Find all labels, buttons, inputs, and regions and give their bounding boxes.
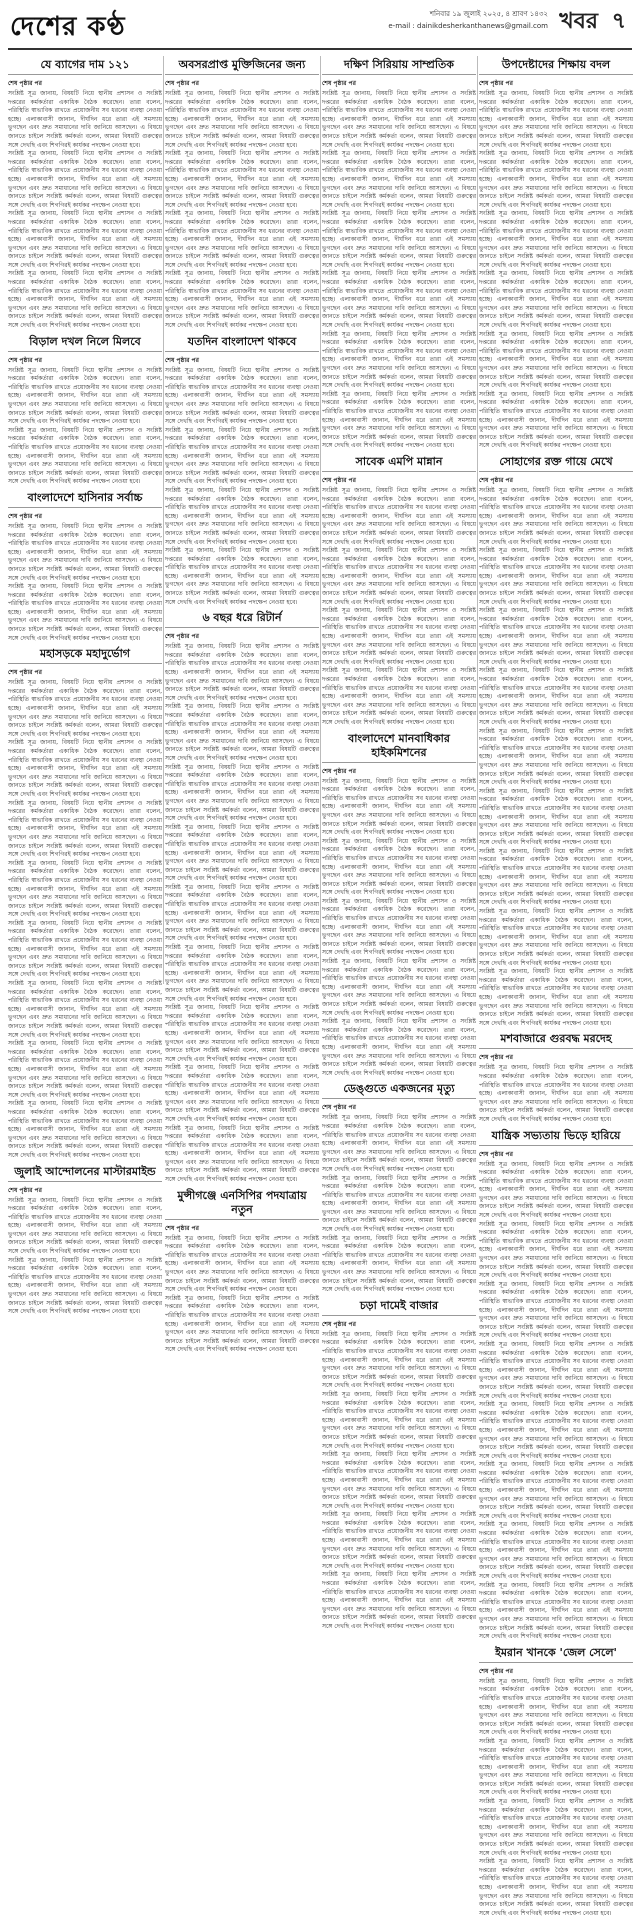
story-body: সংশ্লিষ্ট সূত্র জানায়, বিষয়টি নিয়ে স্থানীয় প্রশাসন ও সংশ্লিষ্ট দপ্তরের কর্মকর্তারা একাধিক বৈঠক করেছেন। তারা বলেন, পরিস্থিতি স্বাভাবিক রাখতে প্রয়োজনীয় সব ধরনের ব্যবস্থা নেওয়া হচ্ছে। এলাকাবাসী জানান, দীর্ঘদিন ধরে তারা এই সমস্যায় ভুগছেন এবং দ্রুত সমাধানের দাবি জানিয়ে আসছেন। এ বিষয়ে জানতে চাইলে সংশ্লিষ্ট কর্মকর্তা বলেন, আমরা বিষয়টি গুরুত্বের সঙ্গে দেখছি এবং শিগগিরই কার্যকর পদক্ষেপ নেওয়া হবে।	[165, 1064, 319, 1123]
story-headline: যে ব্যাগের দাম ১২১	[8, 58, 162, 75]
story-body: সংশ্লিষ্ট সূত্র জানায়, বিষয়টি নিয়ে স্থানীয় প্রশাসন ও সংশ্লিষ্ট দপ্তরের কর্মকর্তারা একাধিক বৈঠক করেছেন। তারা বলেন, পরিস্থিতি স্বাভাবিক রাখতে প্রয়োজনীয় সব ধরনের ব্যবস্থা নেওয়া হচ্ছে। এলাকাবাসী জানান, দীর্ঘদিন ধরে তারা এই সমস্যায় ভুগছেন এবং দ্রুত সমাধানের দাবি জানিয়ে আসছেন। এ বিষয়ে জানতে চাইলে সংশ্লিষ্ট কর্মকর্তা বলেন, আমরা বিষয়টি গুরুত্বের সঙ্গে দেখছি এবং শিগগিরই কার্যকর পদক্ষেপ নেওয়া হবে।	[479, 667, 633, 726]
story-body: সংশ্লিষ্ট সূত্র জানায়, বিষয়টি নিয়ে স্থানীয় প্রশাসন ও সংশ্লিষ্ট দপ্তরের কর্মকর্তারা একাধিক বৈঠক করেছেন। তারা বলেন, পরিস্থিতি স্বাভাবিক রাখতে প্রয়োজনীয় সব ধরনের ব্যবস্থা নেওয়া হচ্ছে। এলাকাবাসী জানান, দীর্ঘদিন ধরে তারা এই সমস্যায় ভুগছেন এবং দ্রুত সমাধানের দাবি জানিয়ে আসছেন। এ বিষয়ে জানতে চাইলে সংশ্লিষ্ট কর্মকর্তা বলেন, আমরা বিষয়টি গুরুত্বের সঙ্গে দেখছি এবং শিগগিরই কার্যকর পদক্ষেপ নেওয়া হবে।	[322, 777, 476, 837]
story-body: সংশ্লিষ্ট সূত্র জানায়, বিষয়টি নিয়ে স্থানীয় প্রশাসন ও সংশ্লিষ্ট দপ্তরের কর্মকর্তারা একাধিক বৈঠক করেছেন। তারা বলেন, পরিস্থিতি স্বাভাবিক রাখতে প্রয়োজনীয় সব ধরনের ব্যবস্থা নেওয়া হচ্ছে। এলাকাবাসী জানান, দীর্ঘদিন ধরে তারা এই সমস্যায় ভুগছেন এবং দ্রুত সমাধানের দাবি জানিয়ে আসছেন। এ বিষয়ে জানতে চাইলে সংশ্লিষ্ট কর্মকর্তা বলেন, আমরা বিষয়টি গুরুত্বের সঙ্গে দেখছি এবং শিগগিরই কার্যকর পদক্ষেপ নেওয়া হবে।	[322, 1234, 476, 1294]
story-body: সংশ্লিষ্ট সূত্র জানায়, বিষয়টি নিয়ে স্থানীয় প্রশাসন ও সংশ্লিষ্ট দপ্তরের কর্মকর্তারা একাধিক বৈঠক করেছেন। তারা বলেন, পরিস্থিতি স্বাভাবিক রাখতে প্রয়োজনীয় সব ধরনের ব্যবস্থা নেওয়া হচ্ছে। এলাকাবাসী জানান, দীর্ঘদিন ধরে তারা এই সমস্যায় ভুগছেন এবং দ্রুত সমাধানের দাবি জানিয়ে আসছেন। এ বিষয়ে জানতে চাইলে সংশ্লিষ্ট কর্মকর্তা বলেন, আমরা বিষয়টি গুরুত্বের সঙ্গে দেখছি এবং শিগগিরই কার্যকর পদক্ষেপ নেওয়া হবে।	[8, 366, 162, 426]
news-story	[8, 335, 162, 487]
story-body: সংশ্লিষ্ট সূত্র জানায়, বিষয়টি নিয়ে স্থানীয় প্রশাসন ও সংশ্লিষ্ট দপ্তরের কর্মকর্তারা একাধিক বৈঠক করেছেন। তারা বলেন, পরিস্থিতি স্বাভাবিক রাখতে প্রয়োজনীয় সব ধরনের ব্যবস্থা নেওয়া হচ্ছে। এলাকাবাসী জানান, দীর্ঘদিন ধরে তারা এই সমস্যায় ভুগছেন এবং দ্রুত সমাধানের দাবি জানিয়ে আসছেন। এ বিষয়ে জানতে চাইলে সংশ্লিষ্ট কর্মকর্তা বলেন, আমরা বিষয়টি গুরুত্বের সঙ্গে দেখছি এবং শিগগিরই কার্যকর পদক্ষেপ নেওয়া হবে।	[479, 1160, 633, 1220]
news-story	[479, 1646, 633, 1918]
continued-note: শেষ পৃষ্ঠার পর	[8, 1186, 42, 1194]
story-headline: সোহাগের রক্ত গায়ে মেখে	[479, 455, 633, 472]
story-body: সংশ্লিষ্ট সূত্র জানায়, বিষয়টি নিয়ে স্থানীয় প্রশাসন ও সংশ্লিষ্ট দপ্তরের কর্মকর্তারা একাধিক বৈঠক করেছেন। তারা বলেন, পরিস্থিতি স্বাভাবিক রাখতে প্রয়োজনীয় সব ধরনের ব্যবস্থা নেওয়া হচ্ছে। এলাকাবাসী জানান, দীর্ঘদিন ধরে তারা এই সমস্যায় ভুগছেন এবং দ্রুত সমাধানের দাবি জানিয়ে আসছেন। এ বিষয়ে জানতে চাইলে সংশ্লিষ্ট কর্মকর্তা বলেন, আমরা বিষয়টি গুরুত্বের সঙ্গে দেখছি এবং শিগগিরই কার্যকর পদক্ষেপ নেওয়া হবে।	[479, 1401, 633, 1460]
story-body: সংশ্লিষ্ট সূত্র জানায়, বিষয়টি নিয়ে স্থানীয় প্রশাসন ও সংশ্লিষ্ট দপ্তরের কর্মকর্তারা একাধিক বৈঠক করেছেন। তারা বলেন, পরিস্থিতি স্বাভাবিক রাখতে প্রয়োজনীয় সব ধরনের ব্যবস্থা নেওয়া হচ্ছে। এলাকাবাসী জানান, দীর্ঘদিন ধরে তারা এই সমস্যায় ভুগছেন এবং দ্রুত সমাধানের দাবি জানিয়ে আসছেন। এ বিষয়ে জানতে চাইলে সংশ্লিষ্ট কর্মকর্তা বলেন, আমরা বিষয়টি গুরুত্বের সঙ্গে দেখছি এবং শিগগিরই কার্যকর পদক্ষেপ নেওয়া হবে।	[165, 210, 319, 269]
story-body: সংশ্লিষ্ট সূত্র জানায়, বিষয়টি নিয়ে স্থানীয় প্রশাসন ও সংশ্লিষ্ট দপ্তরের কর্মকর্তারা একাধিক বৈঠক করেছেন। তারা বলেন, পরিস্থিতি স্বাভাবিক রাখতে প্রয়োজনীয় সব ধরনের ব্যবস্থা নেওয়া হচ্ছে। এলাকাবাসী জানান, দীর্ঘদিন ধরে তারা এই সমস্যায় ভুগছেন এবং দ্রুত সমাধানের দাবি জানিয়ে আসছেন। এ বিষয়ে জানতে চাইলে সংশ্লিষ্ট কর্মকর্তা বলেন, আমরা বিষয়টি গুরুত্বের সঙ্গে দেখছি এবং শিগগিরই কার্যকর পদক্ষেপ নেওয়া হবে।	[479, 90, 633, 149]
story-body: সংশ্লিষ্ট সূত্র জানায়, বিষয়টি নিয়ে স্থানীয় প্রশাসন ও সংশ্লিষ্ট দপ্তরের কর্মকর্তারা একাধিক বৈঠক করেছেন। তারা বলেন, পরিস্থিতি স্বাভাবিক রাখতে প্রয়োজনীয় সব ধরনের ব্যবস্থা নেওয়া হচ্ছে। এলাকাবাসী জানান, দীর্ঘদিন ধরে তারা এই সমস্যায় ভুগছেন এবং দ্রুত সমাধানের দাবি জানিয়ে আসছেন। এ বিষয়ে জানতে চাইলে সংশ্লিষ্ট কর্মকর্তা বলেন, আমরা বিষয়টি গুরুত্বের সঙ্গে দেখছি এবং শিগগিরই কার্যকর পদক্ষেপ নেওয়া হবে।	[479, 1798, 633, 1857]
story-headline: উপদেষ্টাদের শিক্ষায় বদল	[479, 58, 633, 75]
story-body: সংশ্লিষ্ট সূত্র জানায়, বিষয়টি নিয়ে স্থানীয় প্রশাসন ও সংশ্লিষ্ট দপ্তরের কর্মকর্তারা একাধিক বৈঠক করেছেন। তারা বলেন, পরিস্থিতি স্বাভাবিক রাখতে প্রয়োজনীয় সব ধরনের ব্যবস্থা নেওয়া হচ্ছে। এলাকাবাসী জানান, দীর্ঘদিন ধরে তারা এই সমস্যায় ভুগছেন এবং দ্রুত সমাধানের দাবি জানিয়ে আসছেন। এ বিষয়ে জানতে চাইলে সংশ্লিষ্ট কর্মকর্তা বলেন, আমরা বিষয়টি গুরুত্বের সঙ্গে দেখছি এবং শিগগিরই কার্যকর পদক্ষেপ নেওয়া হবে।	[322, 1018, 476, 1077]
story-body: সংশ্লিষ্ট সূত্র জানায়, বিষয়টি নিয়ে স্থানীয় প্রশাসন ও সংশ্লিষ্ট দপ্তরের কর্মকর্তারা একাধিক বৈঠক করেছেন। তারা বলেন, পরিস্থিতি স্বাভাবিক রাখতে প্রয়োজনীয় সব ধরনের ব্যবস্থা নেওয়া হচ্ছে। এলাকাবাসী জানান, দীর্ঘদিন ধরে তারা এই সমস্যায় ভুগছেন এবং দ্রুত সমাধানের দাবি জানিয়ে আসছেন। এ বিষয়ে জানতে চাইলে সংশ্লিষ্ট কর্মকর্তা বলেন, আমরা বিষয়টি গুরুত্বের সঙ্গে দেখছি এবং শিগগিরই কার্যকর পদক্ষেপ নেওয়া হবে।	[165, 643, 319, 702]
story-headline: বাংলাদেশে হাসিনার সর্বাচ্চ	[8, 491, 162, 508]
story-body: সংশ্লিষ্ট সূত্র জানায়, বিষয়টি নিয়ে স্থানীয় প্রশাসন ও সংশ্লিষ্ট দপ্তরের কর্মকর্তারা একাধিক বৈঠক করেছেন। তারা বলেন, পরিস্থিতি স্বাভাবিক রাখতে প্রয়োজনীয় সব ধরনের ব্যবস্থা নেওয়া হচ্ছে। এলাকাবাসী জানান, দীর্ঘদিন ধরে তারা এই সমস্যায় ভুগছেন এবং দ্রুত সমাধানের দাবি জানিয়ে আসছেন। এ বিষয়ে জানতে চাইলে সংশ্লিষ্ট কর্মকর্তা বলেন, আমরা বিষয়টি গুরুত্বের সঙ্গে দেখছি এবং শিগগিরই কার্যকর পদক্ষেপ নেওয়া হবে।	[8, 90, 162, 149]
continued-note: শেষ পৃষ্ঠার পর	[8, 669, 42, 677]
column-1	[8, 56, 162, 1316]
story-body: সংশ্লিষ্ট সূত্র জানায়, বিষয়টি নিয়ে স্থানীয় প্রশাসন ও সংশ্লিষ্ট দপ্তরের কর্মকর্তারা একাধিক বৈঠক করেছেন। তারা বলেন, পরিস্থিতি স্বাভাবিক রাখতে প্রয়োজনীয় সব ধরনের ব্যবস্থা নেওয়া হচ্ছে। এলাকাবাসী জানান, দীর্ঘদিন ধরে তারা এই সমস্যায় ভুগছেন এবং দ্রুত সমাধানের দাবি জানিয়ে আসছেন। এ বিষয়ে জানতে চাইলে সংশ্লিষ্ট কর্মকর্তা বলেন, আমরা বিষয়টি গুরুত্বের সঙ্গে দেখছি এবং শিগগিরই কার্যকর পদক্ষেপ নেওয়া হবে।	[322, 547, 476, 606]
story-body: সংশ্লিষ্ট সূত্র জানায়, বিষয়টি নিয়ে স্থানীয় প্রশাসন ও সংশ্লিষ্ট দপ্তরের কর্মকর্তারা একাধিক বৈঠক করেছেন। তারা বলেন, পরিস্থিতি স্বাভাবিক রাখতে প্রয়োজনীয় সব ধরনের ব্যবস্থা নেওয়া হচ্ছে। এলাকাবাসী জানান, দীর্ঘদিন ধরে তারা এই সমস্যায় ভুগছেন এবং দ্রুত সমাধানের দাবি জানিয়ে আসছেন। এ বিষয়ে জানতে চাইলে সংশ্লিষ্ট কর্মকর্তা বলেন, আমরা বিষয়টি গুরুত্বের সঙ্গে দেখছি এবং শিগগিরই কার্যকর পদক্ষেপ নেওয়া হবে।	[479, 1064, 633, 1123]
continued-note: শেষ পৃষ্ঠার পর	[165, 633, 199, 641]
header-rule	[8, 48, 632, 50]
story-body: সংশ্লিষ্ট সূত্র জানায়, বিষয়টি নিয়ে স্থানীয় প্রশাসন ও সংশ্লিষ্ট দপ্তরের কর্মকর্তারা একাধিক বৈঠক করেছেন। তারা বলেন, পরিস্থিতি স্বাভাবিক রাখতে প্রয়োজনীয় সব ধরনের ব্যবস্থা নেওয়া হচ্ছে। এলাকাবাসী জানান, দীর্ঘদিন ধরে তারা এই সমস্যায় ভুগছেন এবং দ্রুত সমাধানের দাবি জানিয়ে আসছেন। এ বিষয়ে জানতে চাইলে সংশ্লিষ্ট কর্মকর্তা বলেন, আমরা বিষয়টি গুরুত্বের সঙ্গে দেখছি এবং শিগগিরই কার্যকর পদক্ষেপ নেওয়া হবে।	[322, 1390, 476, 1450]
newspaper-logo: দেশের কণ্ঠ	[10, 12, 126, 42]
story-body: সংশ্লিষ্ট সূত্র জানায়, বিষয়টি নিয়ে স্থানীয় প্রশাসন ও সংশ্লিষ্ট দপ্তরের কর্মকর্তারা একাধিক বৈঠক করেছেন। তারা বলেন, পরিস্থিতি স্বাভাবিক রাখতে প্রয়োজনীয় সব ধরনের ব্যবস্থা নেওয়া হচ্ছে। এলাকাবাসী জানান, দীর্ঘদিন ধরে তারা এই সমস্যায় ভুগছেন এবং দ্রুত সমাধানের দাবি জানিয়ে আসছেন। এ বিষয়ে জানতে চাইলে সংশ্লিষ্ট কর্মকর্তা বলেন, আমরা বিষয়টি গুরুত্বের সঙ্গে দেখছি এবং শিগগিরই কার্যকর পদক্ষেপ নেওয়া হবে।	[8, 1100, 162, 1159]
story-headline: ৬ বছর ধরে রিটার্ন	[165, 611, 319, 628]
story-body: সংশ্লিষ্ট সূত্র জানায়, বিষয়টি নিয়ে স্থানীয় প্রশাসন ও সংশ্লিষ্ট দপ্তরের কর্মকর্তারা একাধিক বৈঠক করেছেন। তারা বলেন, পরিস্থিতি স্বাভাবিক রাখতে প্রয়োজনীয় সব ধরনের ব্যবস্থা নেওয়া হচ্ছে। এলাকাবাসী জানান, দীর্ঘদিন ধরে তারা এই সমস্যায় ভুগছেন এবং দ্রুত সমাধানের দাবি জানিয়ে আসছেন। এ বিষয়ে জানতে চাইলে সংশ্লিষ্ট কর্মকর্তা বলেন, আমরা বিষয়টি গুরুত্বের সঙ্গে দেখছি এবং শিগগিরই কার্যকর পদক্ষেপ নেওয়া হবে।	[322, 837, 476, 897]
news-story	[479, 58, 633, 451]
story-body: সংশ্লিষ্ট সূত্র জানায়, বিষয়টি নিয়ে স্থানীয় প্রশাসন ও সংশ্লিষ্ট দপ্তরের কর্মকর্তারা একাধিক বৈঠক করেছেন। তারা বলেন, পরিস্থিতি স্বাভাবিক রাখতে প্রয়োজনীয় সব ধরনের ব্যবস্থা নেওয়া হচ্ছে। এলাকাবাসী জানান, দীর্ঘদিন ধরে তারা এই সমস্যায় ভুগছেন এবং দ্রুত সমাধানের দাবি জানিয়ে আসছেন। এ বিষয়ে জানতে চাইলে সংশ্লিষ্ট কর্মকর্তা বলেন, আমরা বিষয়টি গুরুত্বের সঙ্গে দেখছি এবং শিগগিরই কার্যকর পদক্ষেপ নেওয়া হবে।	[479, 1280, 633, 1340]
story-body: সংশ্লিষ্ট সূত্র জানায়, বিষয়টি নিয়ে স্থানীয় প্রশাসন ও সংশ্লিষ্ট দপ্তরের কর্মকর্তারা একাধিক বৈঠক করেছেন। তারা বলেন, পরিস্থিতি স্বাভাবিক রাখতে প্রয়োজনীয় সব ধরনের ব্যবস্থা নেওয়া হচ্ছে। এলাকাবাসী জানান, দীর্ঘদিন ধরে তারা এই সমস্যায় ভুগছেন এবং দ্রুত সমাধানের দাবি জানিয়ে আসছেন। এ বিষয়ে জানতে চাইলে সংশ্লিষ্ট কর্মকর্তা বলেন, আমরা বিষয়টি গুরুত্বের সঙ্গে দেখছি এবং শিগগিরই কার্যকর পদক্ষেপ নেওয়া হবে।	[479, 968, 633, 1027]
story-body: সংশ্লিষ্ট সূত্র জানায়, বিষয়টি নিয়ে স্থানীয় প্রশাসন ও সংশ্লিষ্ট দপ্তরের কর্মকর্তারা একাধিক বৈঠক করেছেন। তারা বলেন, পরিস্থিতি স্বাভাবিক রাখতে প্রয়োজনীয় সব ধরনের ব্যবস্থা নেওয়া হচ্ছে। এলাকাবাসী জানান, দীর্ঘদিন ধরে তারা এই সমস্যায় ভুগছেন এবং দ্রুত সমাধানের দাবি জানিয়ে আসছেন। এ বিষয়ে জানতে চাইলে সংশ্লিষ্ট কর্মকর্তা বলেন, আমরা বিষয়টি গুরুত্বের সঙ্গে দেখছি এবং শিগগিরই কার্যকর পদক্ষেপ নেওয়া হবে।	[322, 390, 476, 450]
story-headline: সাবেক এমপি মান্নান	[322, 455, 476, 472]
story-body: সংশ্লিষ্ট সূত্র জানায়, বিষয়টি নিয়ে স্থানীয় প্রশাসন ও সংশ্লিষ্ট দপ্তরের কর্মকর্তারা একাধিক বৈঠক করেছেন। তারা বলেন, পরিস্থিতি স্বাভাবিক রাখতে প্রয়োজনীয় সব ধরনের ব্যবস্থা নেওয়া হচ্ছে। এলাকাবাসী জানান, দীর্ঘদিন ধরে তারা এই সমস্যায় ভুগছেন এবং দ্রুত সমাধানের দাবি জানিয়ে আসছেন। এ বিষয়ে জানতে চাইলে সংশ্লিষ্ট কর্মকর্তা বলেন, আমরা বিষয়টি গুরুত্বের সঙ্গে দেখছি এবং শিগগিরই কার্যকর পদক্ষেপ নেওয়া হবে।	[479, 787, 633, 847]
story-body: সংশ্লিষ্ট সূত্র জানায়, বিষয়টি নিয়ে স্থানীয় প্রশাসন ও সংশ্লিষ্ট দপ্তরের কর্মকর্তারা একাধিক বৈঠক করেছেন। তারা বলেন, পরিস্থিতি স্বাভাবিক রাখতে প্রয়োজনীয় সব ধরনের ব্যবস্থা নেওয়া হচ্ছে। এলাকাবাসী জানান, দীর্ঘদিন ধরে তারা এই সমস্যায় ভুগছেন এবং দ্রুত সমাধানের দাবি জানিয়ে আসছেন। এ বিষয়ে জানতে চাইলে সংশ্লিষ্ট কর্মকর্তা বলেন, আমরা বিষয়টি গুরুত্বের সঙ্গে দেখছি এবং শিগগিরই কার্যকর পদক্ষেপ নেওয়া হবে।	[479, 547, 633, 606]
story-body: সংশ্লিষ্ট সূত্র জানায়, বিষয়টি নিয়ে স্থানীয় প্রশাসন ও সংশ্লিষ্ট দপ্তরের কর্মকর্তারা একাধিক বৈঠক করেছেন। তারা বলেন, পরিস্থিতি স্বাভাবিক রাখতে প্রয়োজনীয় সব ধরনের ব্যবস্থা নেওয়া হচ্ছে। এলাকাবাসী জানান, দীর্ঘদিন ধরে তারা এই সমস্যায় ভুগছেন এবং দ্রুত সমাধানের দাবি জানিয়ে আসছেন। এ বিষয়ে জানতে চাইলে সংশ্লিষ্ট কর্মকর্তা বলেন, আমরা বিষয়টি গুরুত্বের সঙ্গে দেখছি এবং শিগগিরই কার্যকর পদক্ষেপ নেওয়া হবে।	[322, 607, 476, 666]
story-body: সংশ্লিষ্ট সূত্র জানায়, বিষয়টি নিয়ে স্থানীয় প্রশাসন ও সংশ্লিষ্ট দপ্তরের কর্মকর্তারা একাধিক বৈঠক করেছেন। তারা বলেন, পরিস্থিতি স্বাভাবিক রাখতে প্রয়োজনীয় সব ধরনের ব্যবস্থা নেওয়া হচ্ছে। এলাকাবাসী জানান, দীর্ঘদিন ধরে তারা এই সমস্যায় ভুগছেন এবং দ্রুত সমাধানের দাবি জানিয়ে আসছেন। এ বিষয়ে জানতে চাইলে সংশ্লিষ্ট কর্মকর্তা বলেন, আমরা বিষয়টি গুরুত্বের সঙ্গে দেখছি এবং শিগগিরই কার্যকর পদক্ষেপ নেওয়া হবে।	[8, 919, 162, 979]
story-body: সংশ্লিষ্ট সূত্র জানায়, বিষয়টি নিয়ে স্থানীয় প্রশাসন ও সংশ্লিষ্ট দপ্তরের কর্মকর্তারা একাধিক বৈঠক করেছেন। তারা বলেন, পরিস্থিতি স্বাভাবিক রাখতে প্রয়োজনীয় সব ধরনের ব্যবস্থা নেওয়া হচ্ছে। এলাকাবাসী জানান, দীর্ঘদিন ধরে তারা এই সমস্যায় ভুগছেন এবং দ্রুত সমাধানের দাবি জানিয়ে আসছেন। এ বিষয়ে জানতে চাইলে সংশ্লিষ্ট কর্মকর্তা বলেন, আমরা বিষয়টি গুরুত্বের সঙ্গে দেখছি এবং শিগগিরই কার্যকর পদক্ষেপ নেওয়া হবে।	[479, 908, 633, 967]
story-body: সংশ্লিষ্ট সূত্র জানায়, বিষয়টি নিয়ে স্থানীয় প্রশাসন ও সংশ্লিষ্ট দপ্তরের কর্মকর্তারা একাধিক বৈঠক করেছেন। তারা বলেন, পরিস্থিতি স্বাভাবিক রাখতে প্রয়োজনীয় সব ধরনের ব্যবস্থা নেওয়া হচ্ছে। এলাকাবাসী জানান, দীর্ঘদিন ধরে তারা এই সমস্যায় ভুগছেন এবং দ্রুত সমাধানের দাবি জানিয়ে আসছেন। এ বিষয়ে জানতে চাইলে সংশ্লিষ্ট কর্মকর্তা বলেন, আমরা বিষয়টি গুরুত্বের সঙ্গে দেখছি এবং শিগগিরই কার্যকর পদক্ষেপ নেওয়া হবে।	[322, 1114, 476, 1173]
story-body: সংশ্লিষ্ট সূত্র জানায়, বিষয়টি নিয়ে স্থানীয় প্রশাসন ও সংশ্লিষ্ট দপ্তরের কর্মকর্তারা একাধিক বৈঠক করেছেন। তারা বলেন, পরিস্থিতি স্বাভাবিক রাখতে প্রয়োজনীয় সব ধরনের ব্যবস্থা নেওয়া হচ্ছে। এলাকাবাসী জানান, দীর্ঘদিন ধরে তারা এই সমস্যায় ভুগছেন এবং দ্রুত সমাধানের দাবি জানিয়ে আসছেন। এ বিষয়ে জানতে চাইলে সংশ্লিষ্ট কর্মকর্তা বলেন, আমরা বিষয়টি গুরুত্বের সঙ্গে দেখছি এবং শিগগিরই কার্যকর পদক্ষেপ নেওয়া হবে।	[165, 944, 319, 1003]
story-body: সংশ্লিষ্ট সূত্র জানায়, বিষয়টি নিয়ে স্থানীয় প্রশাসন ও সংশ্লিষ্ট দপ্তরের কর্মকর্তারা একাধিক বৈঠক করেছেন। তারা বলেন, পরিস্থিতি স্বাভাবিক রাখতে প্রয়োজনীয় সব ধরনের ব্যবস্থা নেওয়া হচ্ছে। এলাকাবাসী জানান, দীর্ঘদিন ধরে তারা এই সমস্যায় ভুগছেন এবং দ্রুত সমাধানের দাবি জানিয়ে আসছেন। এ বিষয়ে জানতে চাইলে সংশ্লিষ্ট কর্মকর্তা বলেন, আমরা বিষয়টি গুরুত্বের সঙ্গে দেখছি এবং শিগগিরই কার্যকর পদক্ষেপ নেওয়া হবে।	[479, 1737, 633, 1797]
story-body: সংশ্লিষ্ট সূত্র জানায়, বিষয়টি নিয়ে স্থানীয় প্রশাসন ও সংশ্লিষ্ট দপ্তরের কর্মকর্তারা একাধিক বৈঠক করেছেন। তারা বলেন, পরিস্থিতি স্বাভাবিক রাখতে প্রয়োজনীয় সব ধরনের ব্যবস্থা নেওয়া হচ্ছে। এলাকাবাসী জানান, দীর্ঘদিন ধরে তারা এই সমস্যায় ভুগছেন এবং দ্রুত সমাধানের দাবি জানিয়ে আসছেন। এ বিষয়ে জানতে চাইলে সংশ্লিষ্ট কর্মকর্তা বলেন, আমরা বিষয়টি গুরুত্বের সঙ্গে দেখছি এবং শিগগিরই কার্যকর পদক্ষেপ নেওয়া হবে।	[165, 703, 319, 762]
story-body: সংশ্লিষ্ট সূত্র জানায়, বিষয়টি নিয়ে স্থানীয় প্রশাসন ও সংশ্লিষ্ট দপ্তরের কর্মকর্তারা একাধিক বৈঠক করেছেন। তারা বলেন, পরিস্থিতি স্বাভাবিক রাখতে প্রয়োজনীয় সব ধরনের ব্যবস্থা নেওয়া হচ্ছে। এলাকাবাসী জানান, দীর্ঘদিন ধরে তারা এই সমস্যায় ভুগছেন এবং দ্রুত সমাধানের দাবি জানিয়ে আসছেন। এ বিষয়ে জানতে চাইলে সংশ্লিষ্ট কর্মকর্তা বলেন, আমরা বিষয়টি গুরুত্বের সঙ্গে দেখছি এবং শিগগিরই কার্যকর পদক্ষেপ নেওয়া হবে।	[479, 330, 633, 390]
story-body: সংশ্লিষ্ট সূত্র জানায়, বিষয়টি নিয়ে স্থানীয় প্রশাসন ও সংশ্লিষ্ট দপ্তরের কর্মকর্তারা একাধিক বৈঠক করেছেন। তারা বলেন, পরিস্থিতি স্বাভাবিক রাখতে প্রয়োজনীয় সব ধরনের ব্যবস্থা নেওয়া হচ্ছে। এলাকাবাসী জানান, দীর্ঘদিন ধরে তারা এই সমস্যায় ভুগছেন এবং দ্রুত সমাধানের দাবি জানিয়ে আসছেন। এ বিষয়ে জানতে চাইলে সংশ্লিষ্ট কর্মকর্তা বলেন, আমরা বিষয়টি গুরুত্বের সঙ্গে দেখছি এবং শিগগিরই কার্যকর পদক্ষেপ নেওয়া হবে।	[165, 1124, 319, 1184]
email-line: e-mail : dainikdesherkanthanews@gmail.com	[388, 22, 548, 30]
story-headline: চড়া দামেই বাজার	[322, 1299, 476, 1316]
section-title: খবর	[559, 9, 598, 34]
story-body: সংশ্লিষ্ট সূত্র জানায়, বিষয়টি নিয়ে স্থানীয় প্রশাসন ও সংশ্লিষ্ট দপ্তরের কর্মকর্তারা একাধিক বৈঠক করেছেন। তারা বলেন, পরিস্থিতি স্বাভাবিক রাখতে প্রয়োজনীয় সব ধরনের ব্যবস্থা নেওয়া হচ্ছে। এলাকাবাসী জানান, দীর্ঘদিন ধরে তারা এই সমস্যায় ভুগছেন এবং দ্রুত সমাধানের দাবি জানিয়ে আসছেন। এ বিষয়ে জানতে চাইলে সংশ্লিষ্ট কর্মকর্তা বলেন, আমরা বিষয়টি গুরুত্বের সঙ্গে দেখছি এবং শিগগিরই কার্যকর পদক্ষেপ নেওয়া হবে।	[479, 847, 633, 907]
continued-note: শেষ পৃষ্ঠার পর	[165, 356, 199, 364]
story-headline: অবসরপ্রাপ্ত মুক্তিজিনের জন্য	[165, 58, 319, 75]
story-body: সংশ্লিষ্ট সূত্র জানায়, বিষয়টি নিয়ে স্থানীয় প্রশাসন ও সংশ্লিষ্ট দপ্তরের কর্মকর্তারা একাধিক বৈঠক করেছেন। তারা বলেন, পরিস্থিতি স্বাভাবিক রাখতে প্রয়োজনীয় সব ধরনের ব্যবস্থা নেওয়া হচ্ছে। এলাকাবাসী জানান, দীর্ঘদিন ধরে তারা এই সমস্যায় ভুগছেন এবং দ্রুত সমাধানের দাবি জানিয়ে আসছেন। এ বিষয়ে জানতে চাইলে সংশ্লিষ্ট কর্মকর্তা বলেন, আমরা বিষয়টি গুরুত্বের সঙ্গে দেখছি এবং শিগগিরই কার্যকর পদক্ষেপ নেওয়া হবে।	[322, 486, 476, 546]
continued-note: শেষ পৃষ্ঠার পর	[165, 1224, 199, 1232]
story-body: সংশ্লিষ্ট সূত্র জানায়, বিষয়টি নিয়ে স্থানীয় প্রশাসন ও সংশ্লিষ্ট দপ্তরের কর্মকর্তারা একাধিক বৈঠক করেছেন। তারা বলেন, পরিস্থিতি স্বাভাবিক রাখতে প্রয়োজনীয় সব ধরনের ব্যবস্থা নেওয়া হচ্ছে। এলাকাবাসী জানান, দীর্ঘদিন ধরে তারা এই সমস্যায় ভুগছেন এবং দ্রুত সমাধানের দাবি জানিয়ে আসছেন। এ বিষয়ে জানতে চাইলে সংশ্লিষ্ট কর্মকর্তা বলেন, আমরা বিষয়টি গুরুত্বের সঙ্গে দেখছি এবং শিগগিরই কার্যকর পদক্ষেপ নেওয়া হবে।	[8, 1040, 162, 1099]
story-body: সংশ্লিষ্ট সূত্র জানায়, বিষয়টি নিয়ে স্থানীয় প্রশাসন ও সংশ্লিষ্ট দপ্তরের কর্মকর্তারা একাধিক বৈঠক করেছেন। তারা বলেন, পরিস্থিতি স্বাভাবিক রাখতে প্রয়োজনীয় সব ধরনের ব্যবস্থা নেওয়া হচ্ছে। এলাকাবাসী জানান, দীর্ঘদিন ধরে তারা এই সমস্যায় ভুগছেন এবং দ্রুত সমাধানের দাবি জানিয়ে আসছেন। এ বিষয়ে জানতে চাইলে সংশ্লিষ্ট কর্মকর্তা বলেন, আমরা বিষয়টি গুরুত্বের সঙ্গে দেখছি এবং শিগগিরই কার্যকর পদক্ষেপ নেওয়া হবে।	[479, 1220, 633, 1280]
news-story	[479, 455, 633, 1028]
story-body: সংশ্লিষ্ট সূত্র জানায়, বিষয়টি নিয়ে স্থানীয় প্রশাসন ও সংশ্লিষ্ট দপ্তরের কর্মকর্তারা একাধিক বৈঠক করেছেন। তারা বলেন, পরিস্থিতি স্বাভাবিক রাখতে প্রয়োজনীয় সব ধরনের ব্যবস্থা নেওয়া হচ্ছে। এলাকাবাসী জানান, দীর্ঘদিন ধরে তারা এই সমস্যায় ভুগছেন এবং দ্রুত সমাধানের দাবি জানিয়ে আসছেন। এ বিষয়ে জানতে চাইলে সংশ্লিষ্ট কর্মকর্তা বলেন, আমরা বিষয়টি গুরুত্বের সঙ্গে দেখছি এবং শিগগিরই কার্যকর পদক্ষেপ নেওয়া হবে।	[322, 1330, 476, 1390]
news-story	[322, 455, 476, 728]
continued-note: শেষ পৃষ্ঠার পর	[479, 80, 513, 87]
column-divider	[477, 56, 478, 984]
story-body: সংশ্লিষ্ট সূত্র জানায়, বিষয়টি নিয়ে স্থানীয় প্রশাসন ও সংশ্লিষ্ট দপ্তরের কর্মকর্তারা একাধিক বৈঠক করেছেন। তারা বলেন, পরিস্থিতি স্বাভাবিক রাখতে প্রয়োজনীয় সব ধরনের ব্যবস্থা নেওয়া হচ্ছে। এলাকাবাসী জানান, দীর্ঘদিন ধরে তারা এই সমস্যায় ভুগছেন এবং দ্রুত সমাধানের দাবি জানিয়ে আসছেন। এ বিষয়ে জানতে চাইলে সংশ্লিষ্ট কর্মকর্তা বলেন, আমরা বিষয়টি গুরুত্বের সঙ্গে দেখছি এবং শিগগিরই কার্যকর পদক্ষেপ নেওয়া হবে।	[8, 799, 162, 859]
story-headline: মহাসড়কে মহাদুর্ভোগ	[8, 647, 162, 664]
column-divider	[320, 56, 321, 984]
story-headline: জুলাই আন্দোলনের মাস্টারমাইন্ড	[8, 1165, 162, 1182]
story-body: সংশ্লিষ্ট সূত্র জানায়, বিষয়টি নিয়ে স্থানীয় প্রশাসন ও সংশ্লিষ্ট দপ্তরের কর্মকর্তারা একাধিক বৈঠক করেছেন। তারা বলেন, পরিস্থিতি স্বাভাবিক রাখতে প্রয়োজনীয় সব ধরনের ব্যবস্থা নেওয়া হচ্ছে। এলাকাবাসী জানান, দীর্ঘদিন ধরে তারা এই সমস্যায় ভুগছেন এবং দ্রুত সমাধানের দাবি জানিয়ে আসছেন। এ বিষয়ে জানতে চাইলে সংশ্লিষ্ট কর্মকর্তা বলেন, আমরা বিষয়টি গুরুত্বের সঙ্গে দেখছি এবং শিগগিরই কার্যকর পদক্ষেপ নেওয়া হবে।	[479, 1461, 633, 1520]
story-body: সংশ্লিষ্ট সূত্র জানায়, বিষয়টি নিয়ে স্থানীয় প্রশাসন ও সংশ্লিষ্ট দপ্তরের কর্মকর্তারা একাধিক বৈঠক করেছেন। তারা বলেন, পরিস্থিতি স্বাভাবিক রাখতে প্রয়োজনীয় সব ধরনের ব্যবস্থা নেওয়া হচ্ছে। এলাকাবাসী জানান, দীর্ঘদিন ধরে তারা এই সমস্যায় ভুগছেন এবং দ্রুত সমাধানের দাবি জানিয়ে আসছেন। এ বিষয়ে জানতে চাইলে সংশ্লিষ্ট কর্মকর্তা বলেন, আমরা বিষয়টি গুরুত্বের সঙ্গে দেখছি এবং শিগগিরই কার্যকর পদক্ষেপ নেওয়া হবে।	[479, 727, 633, 787]
news-story	[8, 58, 162, 331]
news-story	[479, 1032, 633, 1124]
story-body: সংশ্লিষ্ট সূত্র জানায়, বিষয়টি নিয়ে স্থানীয় প্রশাসন ও সংশ্লিষ্ট দপ্তরের কর্মকর্তারা একাধিক বৈঠক করেছেন। তারা বলেন, পরিস্থিতি স্বাভাবিক রাখতে প্রয়োজনীয় সব ধরনের ব্যবস্থা নেওয়া হচ্ছে। এলাকাবাসী জানান, দীর্ঘদিন ধরে তারা এই সমস্যায় ভুগছেন এবং দ্রুত সমাধানের দাবি জানিয়ে আসছেন। এ বিষয়ে জানতে চাইলে সংশ্লিষ্ট কর্মকর্তা বলেন, আমরা বিষয়টি গুরুত্বের সঙ্গে দেখছি এবং শিগগিরই কার্যকর পদক্ষেপ নেওয়া হবে।	[8, 980, 162, 1039]
page-number: ৭	[611, 9, 626, 34]
story-headline: দক্ষিণ সিরিয়ায় সাম্প্রতিক	[322, 58, 476, 75]
story-headline: বিড়াল দখল নিলে মিলবে	[8, 335, 162, 352]
story-body: সংশ্লিষ্ট সূত্র জানায়, বিষয়টি নিয়ে স্থানীয় প্রশাসন ও সংশ্লিষ্ট দপ্তরের কর্মকর্তারা একাধিক বৈঠক করেছেন। তারা বলেন, পরিস্থিতি স্বাভাবিক রাখতে প্রয়োজনীয় সব ধরনের ব্যবস্থা নেওয়া হচ্ছে। এলাকাবাসী জানান, দীর্ঘদিন ধরে তারা এই সমস্যায় ভুগছেন এবং দ্রুত সমাধানের দাবি জানিয়ে আসছেন। এ বিষয়ে জানতে চাইলে সংশ্লিষ্ট কর্মকর্তা বলেন, আমরা বিষয়টি গুরুত্বের সঙ্গে দেখছি এবং শিগগিরই কার্যকর পদক্ষেপ নেওয়া হবে।	[165, 823, 319, 883]
news-story	[165, 58, 319, 331]
story-body: সংশ্লিষ্ট সূত্র জানায়, বিষয়টি নিয়ে স্থানীয় প্রশাসন ও সংশ্লিষ্ট দপ্তরের কর্মকর্তারা একাধিক বৈঠক করেছেন। তারা বলেন, পরিস্থিতি স্বাভাবিক রাখতে প্রয়োজনীয় সব ধরনের ব্যবস্থা নেওয়া হচ্ছে। এলাকাবাসী জানান, দীর্ঘদিন ধরে তারা এই সমস্যায় ভুগছেন এবং দ্রুত সমাধানের দাবি জানিয়ে আসছেন। এ বিষয়ে জানতে চাইলে সংশ্লিষ্ট কর্মকর্তা বলেন, আমরা বিষয়টি গুরুত্বের সঙ্গে দেখছি এবং শিগগিরই কার্যকর পদক্ষেপ নেওয়া হবে।	[8, 1256, 162, 1316]
date-line: শনিবার ১৯ জুলাই ২০২৫, ৪ শ্রাবণ ১৪৩২	[429, 10, 548, 18]
story-body: সংশ্লিষ্ট সূত্র জানায়, বিষয়টি নিয়ে স্থানীয় প্রশাসন ও সংশ্লিষ্ট দপ্তরের কর্মকর্তারা একাধিক বৈঠক করেছেন। তারা বলেন, পরিস্থিতি স্বাভাবিক রাখতে প্রয়োজনীয় সব ধরনের ব্যবস্থা নেওয়া হচ্ছে। এলাকাবাসী জানান, দীর্ঘদিন ধরে তারা এই সমস্যায় ভুগছেন এবং দ্রুত সমাধানের দাবি জানিয়ে আসছেন। এ বিষয়ে জানতে চাইলে সংশ্লিষ্ট কর্মকর্তা বলেন, আমরা বিষয়টি গুরুত্বের সঙ্গে দেখছি এবং শিগগিরই কার্যকর পদক্ষেপ নেওয়া হবে।	[8, 426, 162, 486]
story-headline: যান্ত্রিক সভ্যতায় ভিড়ে হারিয়ে	[479, 1129, 633, 1146]
story-body: সংশ্লিষ্ট সূত্র জানায়, বিষয়টি নিয়ে স্থানীয় প্রশাসন ও সংশ্লিষ্ট দপ্তরের কর্মকর্তারা একাধিক বৈঠক করেছেন। তারা বলেন, পরিস্থিতি স্বাভাবিক রাখতে প্রয়োজনীয় সব ধরনের ব্যবস্থা নেওয়া হচ্ছে। এলাকাবাসী জানান, দীর্ঘদিন ধরে তারা এই সমস্যায় ভুগছেন এবং দ্রুত সমাধানের দাবি জানিয়ে আসছেন। এ বিষয়ে জানতে চাইলে সংশ্লিষ্ট কর্মকর্তা বলেন, আমরা বিষয়টি গুরুত্বের সঙ্গে দেখছি এবং শিগগিরই কার্যকর পদক্ষেপ নেওয়া হবে।	[165, 90, 319, 149]
story-body: সংশ্লিষ্ট সূত্র জানায়, বিষয়টি নিয়ে স্থানীয় প্রশাসন ও সংশ্লিষ্ট দপ্তরের কর্মকর্তারা একাধিক বৈঠক করেছেন। তারা বলেন, পরিস্থিতি স্বাভাবিক রাখতে প্রয়োজনীয় সব ধরনের ব্যবস্থা নেওয়া হচ্ছে। এলাকাবাসী জানান, দীর্ঘদিন ধরে তারা এই সমস্যায় ভুগছেন এবং দ্রুত সমাধানের দাবি জানিয়ে আসছেন। এ বিষয়ে জানতে চাইলে সংশ্লিষ্ট কর্মকর্তা বলেন, আমরা বিষয়টি গুরুত্বের সঙ্গে দেখছি এবং শিগগিরই কার্যকর পদক্ষেপ নেওয়া হবে।	[479, 390, 633, 450]
story-body: সংশ্লিষ্ট সূত্র জানায়, বিষয়টি নিয়ে স্থানীয় প্রশাসন ও সংশ্লিষ্ট দপ্তরের কর্মকর্তারা একাধিক বৈঠক করেছেন। তারা বলেন, পরিস্থিতি স্বাভাবিক রাখতে প্রয়োজনীয় সব ধরনের ব্যবস্থা নেওয়া হচ্ছে। এলাকাবাসী জানান, দীর্ঘদিন ধরে তারা এই সমস্যায় ভুগছেন এবং দ্রুত সমাধানের দাবি জানিয়ে আসছেন। এ বিষয়ে জানতে চাইলে সংশ্লিষ্ট কর্মকর্তা বলেন, আমরা বিষয়টি গুরুত্বের সঙ্গে দেখছি এবং শিগগিরই কার্যকর পদক্ষেপ নেওয়া হবে।	[322, 150, 476, 209]
continued-note: শেষ পৃষ্ঠার পর	[322, 1320, 356, 1328]
story-body: সংশ্লিষ্ট সূত্র জানায়, বিষয়টি নিয়ে স্থানীয় প্রশাসন ও সংশ্লিষ্ট দপ্তরের কর্মকর্তারা একাধিক বৈঠক করেছেন। তারা বলেন, পরিস্থিতি স্বাভাবিক রাখতে প্রয়োজনীয় সব ধরনের ব্যবস্থা নেওয়া হচ্ছে। এলাকাবাসী জানান, দীর্ঘদিন ধরে তারা এই সমস্যায় ভুগছেন এবং দ্রুত সমাধানের দাবি জানিয়ে আসছেন। এ বিষয়ে জানতে চাইলে সংশ্লিষ্ট কর্মকর্তা বলেন, আমরা বিষয়টি গুরুত্বের সঙ্গে দেখছি এবং শিগগিরই কার্যকর পদক্ষেপ নেওয়া হবে।	[165, 763, 319, 823]
news-story	[322, 1299, 476, 1632]
story-headline: মশবাজারে গুরবদ্ধ মরদেহ	[479, 1032, 633, 1049]
story-body: সংশ্লিষ্ট সূত্র জানায়, বিষয়টি নিয়ে স্থানীয় প্রশাসন ও সংশ্লিষ্ট দপ্তরের কর্মকর্তারা একাধিক বৈঠক করেছেন। তারা বলেন, পরিস্থিতি স্বাভাবিক রাখতে প্রয়োজনীয় সব ধরনের ব্যবস্থা নেওয়া হচ্ছে। এলাকাবাসী জানান, দীর্ঘদিন ধরে তারা এই সমস্যায় ভুগছেন এবং দ্রুত সমাধানের দাবি জানিয়ে আসছেন। এ বিষয়ে জানতে চাইলে সংশ্লিষ্ট কর্মকর্তা বলেন, আমরা বিষয়টি গুরুত্বের সঙ্গে দেখছি এবং শিগগিরই কার্যকর পদক্ষেপ নেওয়া হবে।	[479, 150, 633, 209]
story-body: সংশ্লিষ্ট সূত্র জানায়, বিষয়টি নিয়ে স্থানীয় প্রশাসন ও সংশ্লিষ্ট দপ্তরের কর্মকর্তারা একাধিক বৈঠক করেছেন। তারা বলেন, পরিস্থিতি স্বাভাবিক রাখতে প্রয়োজনীয় সব ধরনের ব্যবস্থা নেওয়া হচ্ছে। এলাকাবাসী জানান, দীর্ঘদিন ধরে তারা এই সমস্যায় ভুগছেন এবং দ্রুত সমাধানের দাবি জানিয়ে আসছেন। এ বিষয়ে জানতে চাইলে সংশ্লিষ্ট কর্মকর্তা বলেন, আমরা বিষয়টি গুরুত্বের সঙ্গে দেখছি এবং শিগগিরই কার্যকর পদক্ষেপ নেওয়া হবে।	[479, 486, 633, 546]
continued-note: শেষ পৃষ্ঠার পর	[165, 80, 199, 87]
story-body: সংশ্লিষ্ট সূত্র জানায়, বিষয়টি নিয়ে স্থানীয় প্রশাসন ও সংশ্লিষ্ট দপ্তরের কর্মকর্তারা একাধিক বৈঠক করেছেন। তারা বলেন, পরিস্থিতি স্বাভাবিক রাখতে প্রয়োজনীয় সব ধরনের ব্যবস্থা নেওয়া হচ্ছে। এলাকাবাসী জানান, দীর্ঘদিন ধরে তারা এই সমস্যায় ভুগছেন এবং দ্রুত সমাধানের দাবি জানিয়ে আসছেন। এ বিষয়ে জানতে চাইলে সংশ্লিষ্ট কর্মকর্তা বলেন, আমরা বিষয়টি গুরুত্বের সঙ্গে দেখছি এবং শিগগিরই কার্যকর পদক্ষেপ নেওয়া হবে।	[479, 210, 633, 269]
story-body: সংশ্লিষ্ট সূত্র জানায়, বিষয়টি নিয়ে স্থানীয় প্রশাসন ও সংশ্লিষ্ট দপ্তরের কর্মকর্তারা একাধিক বৈঠক করেছেন। তারা বলেন, পরিস্থিতি স্বাভাবিক রাখতে প্রয়োজনীয় সব ধরনের ব্যবস্থা নেওয়া হচ্ছে। এলাকাবাসী জানান, দীর্ঘদিন ধরে তারা এই সমস্যায় ভুগছেন এবং দ্রুত সমাধানের দাবি জানিয়ে আসছেন। এ বিষয়ে জানতে চাইলে সংশ্লিষ্ট কর্মকর্তা বলেন, আমরা বিষয়টি গুরুত্বের সঙ্গে দেখছি এবং শিগগিরই কার্যকর পদক্ষেপ নেওয়া হবে।	[479, 270, 633, 330]
story-body: সংশ্লিষ্ট সূত্র জানায়, বিষয়টি নিয়ে স্থানীয় প্রশাসন ও সংশ্লিষ্ট দপ্তরের কর্মকর্তারা একাধিক বৈঠক করেছেন। তারা বলেন, পরিস্থিতি স্বাভাবিক রাখতে প্রয়োজনীয় সব ধরনের ব্যবস্থা নেওয়া হচ্ছে। এলাকাবাসী জানান, দীর্ঘদিন ধরে তারা এই সমস্যায় ভুগছেন এবং দ্রুত সমাধানের দাবি জানিয়ে আসছেন। এ বিষয়ে জানতে চাইলে সংশ্লিষ্ট কর্মকর্তা বলেন, আমরা বিষয়টি গুরুত্বের সঙ্গে দেখছি এবং শিগগিরই কার্যকর পদক্ষেপ নেওয়া হবে।	[322, 1511, 476, 1570]
story-body: সংশ্লিষ্ট সূত্র জানায়, বিষয়টি নিয়ে স্থানীয় প্রশাসন ও সংশ্লিষ্ট দপ্তরের কর্মকর্তারা একাধিক বৈঠক করেছেন। তারা বলেন, পরিস্থিতি স্বাভাবিক রাখতে প্রয়োজনীয় সব ধরনের ব্যবস্থা নেওয়া হচ্ছে। এলাকাবাসী জানান, দীর্ঘদিন ধরে তারা এই সমস্যায় ভুগছেন এবং দ্রুত সমাধানের দাবি জানিয়ে আসছেন। এ বিষয়ে জানতে চাইলে সংশ্লিষ্ট কর্মকর্তা বলেন, আমরা বিষয়টি গুরুত্বের সঙ্গে দেখছি এবং শিগগিরই কার্যকর পদক্ষেপ নেওয়া হবে।	[322, 210, 476, 269]
masthead	[0, 0, 640, 52]
continued-note: শেষ পৃষ্ঠার পর	[322, 767, 356, 775]
news-story	[8, 647, 162, 1160]
story-body: সংশ্লিষ্ট সূত্র জানায়, বিষয়টি নিয়ে স্থানীয় প্রশাসন ও সংশ্লিষ্ট দপ্তরের কর্মকর্তারা একাধিক বৈঠক করেছেন। তারা বলেন, পরিস্থিতি স্বাভাবিক রাখতে প্রয়োজনীয় সব ধরনের ব্যবস্থা নেওয়া হচ্ছে। এলাকাবাসী জানান, দীর্ঘদিন ধরে তারা এই সমস্যায় ভুগছেন এবং দ্রুত সমাধানের দাবি জানিয়ে আসছেন। এ বিষয়ে জানতে চাইলে সংশ্লিষ্ট কর্মকর্তা বলেন, আমরা বিষয়টি গুরুত্বের সঙ্গে দেখছি এবং শিগগিরই কার্যকর পদক্ষেপ নেওয়া হবে।	[8, 1196, 162, 1256]
story-body: সংশ্লিষ্ট সূত্র জানায়, বিষয়টি নিয়ে স্থানীয় প্রশাসন ও সংশ্লিষ্ট দপ্তরের কর্মকর্তারা একাধিক বৈঠক করেছেন। তারা বলেন, পরিস্থিতি স্বাভাবিক রাখতে প্রয়োজনীয় সব ধরনের ব্যবস্থা নেওয়া হচ্ছে। এলাকাবাসী জানান, দীর্ঘদিন ধরে তারা এই সমস্যায় ভুগছেন এবং দ্রুত সমাধানের দাবি জানিয়ে আসছেন। এ বিষয়ে জানতে চাইলে সংশ্লিষ্ট কর্মকর্তা বলেন, আমরা বিষয়টি গুরুত্বের সঙ্গে দেখছি এবং শিগগিরই কার্যকর পদক্ষেপ নেওয়া হবে।	[479, 1340, 633, 1400]
story-body: সংশ্লিষ্ট সূত্র জানায়, বিষয়টি নিয়ে স্থানীয় প্রশাসন ও সংশ্লিষ্ট দপ্তরের কর্মকর্তারা একাধিক বৈঠক করেছেন। তারা বলেন, পরিস্থিতি স্বাভাবিক রাখতে প্রয়োজনীয় সব ধরনের ব্যবস্থা নেওয়া হচ্ছে। এলাকাবাসী জানান, দীর্ঘদিন ধরে তারা এই সমস্যায় ভুগছেন এবং দ্রুত সমাধানের দাবি জানিয়ে আসছেন। এ বিষয়ে জানতে চাইলে সংশ্লিষ্ট কর্মকর্তা বলেন, আমরা বিষয়টি গুরুত্বের সঙ্গে দেখছি এবং শিগগিরই কার্যকর পদক্ষেপ নেওয়া হবে।	[322, 897, 476, 957]
story-body: সংশ্লিষ্ট সূত্র জানায়, বিষয়টি নিয়ে স্থানীয় প্রশাসন ও সংশ্লিষ্ট দপ্তরের কর্মকর্তারা একাধিক বৈঠক করেছেন। তারা বলেন, পরিস্থিতি স্বাভাবিক রাখতে প্রয়োজনীয় সব ধরনের ব্যবস্থা নেওয়া হচ্ছে। এলাকাবাসী জানান, দীর্ঘদিন ধরে তারা এই সমস্যায় ভুগছেন এবং দ্রুত সমাধানের দাবি জানিয়ে আসছেন। এ বিষয়ে জানতে চাইলে সংশ্লিষ্ট কর্মকর্তা বলেন, আমরা বিষয়টি গুরুত্বের সঙ্গে দেখছি এবং শিগগিরই কার্যকর পদক্ষেপ নেওয়া হবে।	[8, 210, 162, 269]
story-body: সংশ্লিষ্ট সূত্র জানায়, বিষয়টি নিয়ে স্থানীয় প্রশাসন ও সংশ্লিষ্ট দপ্তরের কর্মকর্তারা একাধিক বৈঠক করেছেন। তারা বলেন, পরিস্থিতি স্বাভাবিক রাখতে প্রয়োজনীয় সব ধরনের ব্যবস্থা নেওয়া হচ্ছে। এলাকাবাসী জানান, দীর্ঘদিন ধরে তারা এই সমস্যায় ভুগছেন এবং দ্রুত সমাধানের দাবি জানিয়ে আসছেন। এ বিষয়ে জানতে চাইলে সংশ্লিষ্ট কর্মকর্তা বলেন, আমরা বিষয়টি গুরুত্বের সঙ্গে দেখছি এবং শিগগিরই কার্যকর পদক্ষেপ নেওয়া হবে।	[479, 607, 633, 666]
story-body: সংশ্লিষ্ট সূত্র জানায়, বিষয়টি নিয়ে স্থানীয় প্রশাসন ও সংশ্লিষ্ট দপ্তরের কর্মকর্তারা একাধিক বৈঠক করেছেন। তারা বলেন, পরিস্থিতি স্বাভাবিক রাখতে প্রয়োজনীয় সব ধরনের ব্যবস্থা নেওয়া হচ্ছে। এলাকাবাসী জানান, দীর্ঘদিন ধরে তারা এই সমস্যায় ভুগছেন এবং দ্রুত সমাধানের দাবি জানিয়ে আসছেন। এ বিষয়ে জানতে চাইলে সংশ্লিষ্ট কর্মকর্তা বলেন, আমরা বিষয়টি গুরুত্বের সঙ্গে দেখছি এবং শিগগিরই কার্যকর পদক্ষেপ নেওয়া হবে।	[322, 1174, 476, 1234]
continued-note: শেষ পৃষ্ঠার পর	[8, 356, 42, 364]
story-body: সংশ্লিষ্ট সূত্র জানায়, বিষয়টি নিয়ে স্থানীয় প্রশাসন ও সংশ্লিষ্ট দপ্তরের কর্মকর্তারা একাধিক বৈঠক করেছেন। তারা বলেন, পরিস্থিতি স্বাভাবিক রাখতে প্রয়োজনীয় সব ধরনের ব্যবস্থা নেওয়া হচ্ছে। এলাকাবাসী জানান, দীর্ঘদিন ধরে তারা এই সমস্যায় ভুগছেন এবং দ্রুত সমাধানের দাবি জানিয়ে আসছেন। এ বিষয়ে জানতে চাইলে সংশ্লিষ্ট কর্মকর্তা বলেন, আমরা বিষয়টি গুরুত্বের সঙ্গে দেখছি এবং শিগগিরই কার্যকর পদক্ষেপ নেওয়া হবে।	[165, 1294, 319, 1354]
continued-note: শেষ পৃষ্ঠার পর	[479, 1667, 513, 1675]
story-body: সংশ্লিষ্ট সূত্র জানায়, বিষয়টি নিয়ে স্থানীয় প্রশাসন ও সংশ্লিষ্ট দপ্তরের কর্মকর্তারা একাধিক বৈঠক করেছেন। তারা বলেন, পরিস্থিতি স্বাভাবিক রাখতে প্রয়োজনীয় সব ধরনের ব্যবস্থা নেওয়া হচ্ছে। এলাকাবাসী জানান, দীর্ঘদিন ধরে তারা এই সমস্যায় ভুগছেন এবং দ্রুত সমাধানের দাবি জানিয়ে আসছেন। এ বিষয়ে জানতে চাইলে সংশ্লিষ্ট কর্মকর্তা বলেন, আমরা বিষয়টি গুরুত্বের সঙ্গে দেখছি এবং শিগগিরই কার্যকর পদক্ষেপ নেওয়া হবে।	[322, 667, 476, 726]
column-4	[479, 56, 633, 1917]
story-body: সংশ্লিষ্ট সূত্র জানায়, বিষয়টি নিয়ে স্থানীয় প্রশাসন ও সংশ্লিষ্ট দপ্তরের কর্মকর্তারা একাধিক বৈঠক করেছেন। তারা বলেন, পরিস্থিতি স্বাভাবিক রাখতে প্রয়োজনীয় সব ধরনের ব্যবস্থা নেওয়া হচ্ছে। এলাকাবাসী জানান, দীর্ঘদিন ধরে তারা এই সমস্যায় ভুগছেন এবং দ্রুত সমাধানের দাবি জানিয়ে আসছেন। এ বিষয়ে জানতে চাইলে সংশ্লিষ্ট কর্মকর্তা বলেন, আমরা বিষয়টি গুরুত্বের সঙ্গে দেখছি এবং শিগগিরই কার্যকর পদক্ষেপ নেওয়া হবে।	[8, 150, 162, 209]
story-body: সংশ্লিষ্ট সূত্র জানায়, বিষয়টি নিয়ে স্থানীয় প্রশাসন ও সংশ্লিষ্ট দপ্তরের কর্মকর্তারা একাধিক বৈঠক করেছেন। তারা বলেন, পরিস্থিতি স্বাভাবিক রাখতে প্রয়োজনীয় সব ধরনের ব্যবস্থা নেওয়া হচ্ছে। এলাকাবাসী জানান, দীর্ঘদিন ধরে তারা এই সমস্যায় ভুগছেন এবং দ্রুত সমাধানের দাবি জানিয়ে আসছেন। এ বিষয়ে জানতে চাইলে সংশ্লিষ্ট কর্মকর্তা বলেন, আমরা বিষয়টি গুরুত্বের সঙ্গে দেখছি এবং শিগগিরই কার্যকর পদক্ষেপ নেওয়া হবে।	[322, 90, 476, 149]
story-body: সংশ্লিষ্ট সূত্র জানায়, বিষয়টি নিয়ে স্থানীয় প্রশাসন ও সংশ্লিষ্ট দপ্তরের কর্মকর্তারা একাধিক বৈঠক করেছেন। তারা বলেন, পরিস্থিতি স্বাভাবিক রাখতে প্রয়োজনীয় সব ধরনের ব্যবস্থা নেওয়া হচ্ছে। এলাকাবাসী জানান, দীর্ঘদিন ধরে তারা এই সমস্যায় ভুগছেন এবং দ্রুত সমাধানের দাবি জানিয়ে আসছেন। এ বিষয়ে জানতে চাইলে সংশ্লিষ্ট কর্মকর্তা বলেন, আমরা বিষয়টি গুরুত্বের সঙ্গে দেখছি এবং শিগগিরই কার্যকর পদক্ষেপ নেওয়া হবে।	[322, 270, 476, 330]
story-headline: ইমরান খানকে 'জেল সেলে'	[479, 1646, 633, 1663]
story-body: সংশ্লিষ্ট সূত্র জানায়, বিষয়টি নিয়ে স্থানীয় প্রশাসন ও সংশ্লিষ্ট দপ্তরের কর্মকর্তারা একাধিক বৈঠক করেছেন। তারা বলেন, পরিস্থিতি স্বাভাবিক রাখতে প্রয়োজনীয় সব ধরনের ব্যবস্থা নেওয়া হচ্ছে। এলাকাবাসী জানান, দীর্ঘদিন ধরে তারা এই সমস্যায় ভুগছেন এবং দ্রুত সমাধানের দাবি জানিয়ে আসছেন। এ বিষয়ে জানতে চাইলে সংশ্লিষ্ট কর্মকর্তা বলেন, আমরা বিষয়টি গুরুত্বের সঙ্গে দেখছি এবং শিগগিরই কার্যকর পদক্ষেপ নেওয়া হবে।	[8, 859, 162, 919]
continued-note: শেষ পৃষ্ঠার পর	[479, 1150, 513, 1158]
story-body: সংশ্লিষ্ট সূত্র জানায়, বিষয়টি নিয়ে স্থানীয় প্রশাসন ও সংশ্লিষ্ট দপ্তরের কর্মকর্তারা একাধিক বৈঠক করেছেন। তারা বলেন, পরিস্থিতি স্বাভাবিক রাখতে প্রয়োজনীয় সব ধরনের ব্যবস্থা নেওয়া হচ্ছে। এলাকাবাসী জানান, দীর্ঘদিন ধরে তারা এই সমস্যায় ভুগছেন এবং দ্রুত সমাধানের দাবি জানিয়ে আসছেন। এ বিষয়ে জানতে চাইলে সংশ্লিষ্ট কর্মকর্তা বলেন, আমরা বিষয়টি গুরুত্বের সঙ্গে দেখছি এবং শিগগিরই কার্যকর পদক্ষেপ নেওয়া হবে।	[8, 522, 162, 582]
story-body: সংশ্লিষ্ট সূত্র জানায়, বিষয়টি নিয়ে স্থানীয় প্রশাসন ও সংশ্লিষ্ট দপ্তরের কর্মকর্তারা একাধিক বৈঠক করেছেন। তারা বলেন, পরিস্থিতি স্বাভাবিক রাখতে প্রয়োজনীয় সব ধরনের ব্যবস্থা নেওয়া হচ্ছে। এলাকাবাসী জানান, দীর্ঘদিন ধরে তারা এই সমস্যায় ভুগছেন এবং দ্রুত সমাধানের দাবি জানিয়ে আসছেন। এ বিষয়ে জানতে চাইলে সংশ্লিষ্ট কর্মকর্তা বলেন, আমরা বিষয়টি গুরুত্বের সঙ্গে দেখছি এবং শিগগিরই কার্যকর পদক্ষেপ নেওয়া হবে।	[479, 1581, 633, 1641]
story-body: সংশ্লিষ্ট সূত্র জানায়, বিষয়টি নিয়ে স্থানীয় প্রশাসন ও সংশ্লিষ্ট দপ্তরের কর্মকর্তারা একাধিক বৈঠক করেছেন। তারা বলেন, পরিস্থিতি স্বাভাবিক রাখতে প্রয়োজনীয় সব ধরনের ব্যবস্থা নেওয়া হচ্ছে। এলাকাবাসী জানান, দীর্ঘদিন ধরে তারা এই সমস্যায় ভুগছেন এবং দ্রুত সমাধানের দাবি জানিয়ে আসছেন। এ বিষয়ে জানতে চাইলে সংশ্লিষ্ট কর্মকর্তা বলেন, আমরা বিষয়টি গুরুত্বের সঙ্গে দেখছি এবং শিগগিরই কার্যকর পদক্ষেপ নেওয়া হবে।	[479, 1521, 633, 1580]
news-story	[165, 1189, 319, 1355]
story-body: সংশ্লিষ্ট সূত্র জানায়, বিষয়টি নিয়ে স্থানীয় প্রশাসন ও সংশ্লিষ্ট দপ্তরের কর্মকর্তারা একাধিক বৈঠক করেছেন। তারা বলেন, পরিস্থিতি স্বাভাবিক রাখতে প্রয়োজনীয় সব ধরনের ব্যবস্থা নেওয়া হচ্ছে। এলাকাবাসী জানান, দীর্ঘদিন ধরে তারা এই সমস্যায় ভুগছেন এবং দ্রুত সমাধানের দাবি জানিয়ে আসছেন। এ বিষয়ে জানতে চাইলে সংশ্লিষ্ট কর্মকর্তা বলেন, আমরা বিষয়টি গুরুত্বের সঙ্গে দেখছি এবং শিগগিরই কার্যকর পদক্ষেপ নেওয়া হবে।	[8, 739, 162, 798]
story-body: সংশ্লিষ্ট সূত্র জানায়, বিষয়টি নিয়ে স্থানীয় প্রশাসন ও সংশ্লিষ্ট দপ্তরের কর্মকর্তারা একাধিক বৈঠক করেছেন। তারা বলেন, পরিস্থিতি স্বাভাবিক রাখতে প্রয়োজনীয় সব ধরনের ব্যবস্থা নেওয়া হচ্ছে। এলাকাবাসী জানান, দীর্ঘদিন ধরে তারা এই সমস্যায় ভুগছেন এবং দ্রুত সমাধানের দাবি জানিয়ে আসছেন। এ বিষয়ে জানতে চাইলে সংশ্লিষ্ট কর্মকর্তা বলেন, আমরা বিষয়টি গুরুত্বের সঙ্গে দেখছি এবং শিগগিরই কার্যকর পদক্ষেপ নেওয়া হবে।	[8, 679, 162, 738]
news-story	[8, 491, 162, 643]
story-body: সংশ্লিষ্ট সূত্র জানায়, বিষয়টি নিয়ে স্থানীয় প্রশাসন ও সংশ্লিষ্ট দপ্তরের কর্মকর্তারা একাধিক বৈঠক করেছেন। তারা বলেন, পরিস্থিতি স্বাভাবিক রাখতে প্রয়োজনীয় সব ধরনের ব্যবস্থা নেওয়া হচ্ছে। এলাকাবাসী জানান, দীর্ঘদিন ধরে তারা এই সমস্যায় ভুগছেন এবং দ্রুত সমাধানের দাবি জানিয়ে আসছেন। এ বিষয়ে জানতে চাইলে সংশ্লিষ্ট কর্মকর্তা বলেন, আমরা বিষয়টি গুরুত্বের সঙ্গে দেখছি এবং শিগগিরই কার্যকর পদক্ষেপ নেওয়া হবে।	[322, 1571, 476, 1630]
story-headline: বাংলাদেশে মানবাধিকার হাইকমিশনের	[322, 732, 476, 763]
news-story	[8, 1165, 162, 1317]
continued-note: শেষ পৃষ্ঠার পর	[322, 476, 356, 484]
continued-note: শেষ পৃষ্ঠার পর	[8, 512, 42, 520]
news-story	[165, 335, 319, 608]
news-story	[322, 732, 476, 1079]
continued-note: শেষ পৃষ্ঠার পর	[8, 80, 42, 87]
story-headline: মুন্সীগঞ্জে এনসিপির পদযাত্রায় নতুন	[165, 1189, 319, 1220]
story-body: সংশ্লিষ্ট সূত্র জানায়, বিষয়টি নিয়ে স্থানীয় প্রশাসন ও সংশ্লিষ্ট দপ্তরের কর্মকর্তারা একাধিক বৈঠক করেছেন। তারা বলেন, পরিস্থিতি স্বাভাবিক রাখতে প্রয়োজনীয় সব ধরনের ব্যবস্থা নেওয়া হচ্ছে। এলাকাবাসী জানান, দীর্ঘদিন ধরে তারা এই সমস্যায় ভুগছেন এবং দ্রুত সমাধানের দাবি জানিয়ে আসছেন। এ বিষয়ে জানতে চাইলে সংশ্লিষ্ট কর্মকর্তা বলেন, আমরা বিষয়টি গুরুত্বের সঙ্গে দেখছি এবং শিগগিরই কার্যকর পদক্ষেপ নেওয়া হবে।	[165, 547, 319, 606]
column-2	[165, 56, 319, 1354]
story-body: সংশ্লিষ্ট সূত্র জানায়, বিষয়টি নিয়ে স্থানীয় প্রশাসন ও সংশ্লিষ্ট দপ্তরের কর্মকর্তারা একাধিক বৈঠক করেছেন। তারা বলেন, পরিস্থিতি স্বাভাবিক রাখতে প্রয়োজনীয় সব ধরনের ব্যবস্থা নেওয়া হচ্ছে। এলাকাবাসী জানান, দীর্ঘদিন ধরে তারা এই সমস্যায় ভুগছেন এবং দ্রুত সমাধানের দাবি জানিয়ে আসছেন। এ বিষয়ে জানতে চাইলে সংশ্লিষ্ট কর্মকর্তা বলেন, আমরা বিষয়টি গুরুত্বের সঙ্গে দেখছি এবং শিগগিরই কার্যকর পদক্ষেপ নেওয়া হবে।	[8, 583, 162, 642]
continued-note: শেষ পৃষ্ঠার পর	[322, 1104, 356, 1112]
story-body: সংশ্লিষ্ট সূত্র জানায়, বিষয়টি নিয়ে স্থানীয় প্রশাসন ও সংশ্লিষ্ট দপ্তরের কর্মকর্তারা একাধিক বৈঠক করেছেন। তারা বলেন, পরিস্থিতি স্বাভাবিক রাখতে প্রয়োজনীয় সব ধরনের ব্যবস্থা নেওয়া হচ্ছে। এলাকাবাসী জানান, দীর্ঘদিন ধরে তারা এই সমস্যায় ভুগছেন এবং দ্রুত সমাধানের দাবি জানিয়ে আসছেন। এ বিষয়ে জানতে চাইলে সংশ্লিষ্ট কর্মকর্তা বলেন, আমরা বিষয়টি গুরুত্বের সঙ্গে দেখছি এবং শিগগিরই কার্যকর পদক্ষেপ নেওয়া হবে।	[479, 1677, 633, 1737]
continued-note: শেষ পৃষ্ঠার পর	[479, 476, 513, 484]
continued-note: শেষ পৃষ্ঠার পর	[322, 80, 356, 87]
story-body: সংশ্লিষ্ট সূত্র জানায়, বিষয়টি নিয়ে স্থানীয় প্রশাসন ও সংশ্লিষ্ট দপ্তরের কর্মকর্তারা একাধিক বৈঠক করেছেন। তারা বলেন, পরিস্থিতি স্বাভাবিক রাখতে প্রয়োজনীয় সব ধরনের ব্যবস্থা নেওয়া হচ্ছে। এলাকাবাসী জানান, দীর্ঘদিন ধরে তারা এই সমস্যায় ভুগছেন এবং দ্রুত সমাধানের দাবি জানিয়ে আসছেন। এ বিষয়ে জানতে চাইলে সংশ্লিষ্ট কর্মকর্তা বলেন, আমরা বিষয়টি গুরুত্বের সঙ্গে দেখছি এবং শিগগিরই কার্যকর পদক্ষেপ নেওয়া হবে।	[322, 330, 476, 390]
story-body: সংশ্লিষ্ট সূত্র জানায়, বিষয়টি নিয়ে স্থানীয় প্রশাসন ও সংশ্লিষ্ট দপ্তরের কর্মকর্তারা একাধিক বৈঠক করেছেন। তারা বলেন, পরিস্থিতি স্বাভাবিক রাখতে প্রয়োজনীয় সব ধরনের ব্যবস্থা নেওয়া হচ্ছে। এলাকাবাসী জানান, দীর্ঘদিন ধরে তারা এই সমস্যায় ভুগছেন এবং দ্রুত সমাধানের দাবি জানিয়ে আসছেন। এ বিষয়ে জানতে চাইলে সংশ্লিষ্ট কর্মকর্তা বলেন, আমরা বিষয়টি গুরুত্বের সঙ্গে দেখছি এবং শিগগিরই কার্যকর পদক্ষেপ নেওয়া হবে।	[165, 426, 319, 486]
story-headline: যতদিন বাংলাদেশ থাকবে	[165, 335, 319, 352]
column-divider	[163, 56, 164, 984]
news-story	[479, 1129, 633, 1642]
story-body: সংশ্লিষ্ট সূত্র জানায়, বিষয়টি নিয়ে স্থানীয় প্রশাসন ও সংশ্লিষ্ট দপ্তরের কর্মকর্তারা একাধিক বৈঠক করেছেন। তারা বলেন, পরিস্থিতি স্বাভাবিক রাখতে প্রয়োজনীয় সব ধরনের ব্যবস্থা নেওয়া হচ্ছে। এলাকাবাসী জানান, দীর্ঘদিন ধরে তারা এই সমস্যায় ভুগছেন এবং দ্রুত সমাধানের দাবি জানিয়ে আসছেন। এ বিষয়ে জানতে চাইলে সংশ্লিষ্ট কর্মকর্তা বলেন, আমরা বিষয়টি গুরুত্বের সঙ্গে দেখছি এবং শিগগিরই কার্যকর পদক্ষেপ নেওয়া হবে।	[322, 958, 476, 1017]
story-body: সংশ্লিষ্ট সূত্র জানায়, বিষয়টি নিয়ে স্থানীয় প্রশাসন ও সংশ্লিষ্ট দপ্তরের কর্মকর্তারা একাধিক বৈঠক করেছেন। তারা বলেন, পরিস্থিতি স্বাভাবিক রাখতে প্রয়োজনীয় সব ধরনের ব্যবস্থা নেওয়া হচ্ছে। এলাকাবাসী জানান, দীর্ঘদিন ধরে তারা এই সমস্যায় ভুগছেন এবং দ্রুত সমাধানের দাবি জানিয়ে আসছেন। এ বিষয়ে জানতে চাইলে সংশ্লিষ্ট কর্মকর্তা বলেন, আমরা বিষয়টি গুরুত্বের সঙ্গে দেখছি এবং শিগগিরই কার্যকর পদক্ষেপ নেওয়া হবে।	[165, 1234, 319, 1294]
story-body: সংশ্লিষ্ট সূত্র জানায়, বিষয়টি নিয়ে স্থানীয় প্রশাসন ও সংশ্লিষ্ট দপ্তরের কর্মকর্তারা একাধিক বৈঠক করেছেন। তারা বলেন, পরিস্থিতি স্বাভাবিক রাখতে প্রয়োজনীয় সব ধরনের ব্যবস্থা নেওয়া হচ্ছে। এলাকাবাসী জানান, দীর্ঘদিন ধরে তারা এই সমস্যায় ভুগছেন এবং দ্রুত সমাধানের দাবি জানিয়ে আসছেন। এ বিষয়ে জানতে চাইলে সংশ্লিষ্ট কর্মকর্তা বলেন, আমরা বিষয়টি গুরুত্বের সঙ্গে দেখছি এবং শিগগিরই কার্যকর পদক্ষেপ নেওয়া হবে।	[8, 270, 162, 330]
column-3	[322, 56, 476, 1630]
news-story	[322, 58, 476, 451]
story-body: সংশ্লিষ্ট সূত্র জানায়, বিষয়টি নিয়ে স্থানীয় প্রশাসন ও সংশ্লিষ্ট দপ্তরের কর্মকর্তারা একাধিক বৈঠক করেছেন। তারা বলেন, পরিস্থিতি স্বাভাবিক রাখতে প্রয়োজনীয় সব ধরনের ব্যবস্থা নেওয়া হচ্ছে। এলাকাবাসী জানান, দীর্ঘদিন ধরে তারা এই সমস্যায় ভুগছেন এবং দ্রুত সমাধানের দাবি জানিয়ে আসছেন। এ বিষয়ে জানতে চাইলে সংশ্লিষ্ট কর্মকর্তা বলেন, আমরা বিষয়টি গুরুত্বের সঙ্গে দেখছি এবং শিগগিরই কার্যকর পদক্ষেপ নেওয়া হবে।	[322, 1451, 476, 1510]
date-email-block	[388, 8, 548, 32]
story-body: সংশ্লিষ্ট সূত্র জানায়, বিষয়টি নিয়ে স্থানীয় প্রশাসন ও সংশ্লিষ্ট দপ্তরের কর্মকর্তারা একাধিক বৈঠক করেছেন। তারা বলেন, পরিস্থিতি স্বাভাবিক রাখতে প্রয়োজনীয় সব ধরনের ব্যবস্থা নেওয়া হচ্ছে। এলাকাবাসী জানান, দীর্ঘদিন ধরে তারা এই সমস্যায় ভুগছেন এবং দ্রুত সমাধানের দাবি জানিয়ে আসছেন। এ বিষয়ে জানতে চাইলে সংশ্লিষ্ট কর্মকর্তা বলেন, আমরা বিষয়টি গুরুত্বের সঙ্গে দেখছি এবং শিগগিরই কার্যকর পদক্ষেপ নেওয়া হবে।	[165, 883, 319, 943]
story-body: সংশ্লিষ্ট সূত্র জানায়, বিষয়টি নিয়ে স্থানীয় প্রশাসন ও সংশ্লিষ্ট দপ্তরের কর্মকর্তারা একাধিক বৈঠক করেছেন। তারা বলেন, পরিস্থিতি স্বাভাবিক রাখতে প্রয়োজনীয় সব ধরনের ব্যবস্থা নেওয়া হচ্ছে। এলাকাবাসী জানান, দীর্ঘদিন ধরে তারা এই সমস্যায় ভুগছেন এবং দ্রুত সমাধানের দাবি জানিয়ে আসছেন। এ বিষয়ে জানতে চাইলে সংশ্লিষ্ট কর্মকর্তা বলেন, আমরা বিষয়টি গুরুত্বের সঙ্গে দেখছি এবং শিগগিরই কার্যকর পদক্ষেপ নেওয়া হবে।	[165, 1004, 319, 1063]
story-body: সংশ্লিষ্ট সূত্র জানায়, বিষয়টি নিয়ে স্থানীয় প্রশাসন ও সংশ্লিষ্ট দপ্তরের কর্মকর্তারা একাধিক বৈঠক করেছেন। তারা বলেন, পরিস্থিতি স্বাভাবিক রাখতে প্রয়োজনীয় সব ধরনের ব্যবস্থা নেওয়া হচ্ছে। এলাকাবাসী জানান, দীর্ঘদিন ধরে তারা এই সমস্যায় ভুগছেন এবং দ্রুত সমাধানের দাবি জানিয়ে আসছেন। এ বিষয়ে জানতে চাইলে সংশ্লিষ্ট কর্মকর্তা বলেন, আমরা বিষয়টি গুরুত্বের সঙ্গে দেখছি এবং শিগগিরই কার্যকর পদক্ষেপ নেওয়া হবে।	[165, 150, 319, 209]
story-headline: ডেঙ্গুতে একজনের মৃত্যু	[322, 1082, 476, 1099]
story-body: সংশ্লিষ্ট সূত্র জানায়, বিষয়টি নিয়ে স্থানীয় প্রশাসন ও সংশ্লিষ্ট দপ্তরের কর্মকর্তারা একাধিক বৈঠক করেছেন। তারা বলেন, পরিস্থিতি স্বাভাবিক রাখতে প্রয়োজনীয় সব ধরনের ব্যবস্থা নেওয়া হচ্ছে। এলাকাবাসী জানান, দীর্ঘদিন ধরে তারা এই সমস্যায় ভুগছেন এবং দ্রুত সমাধানের দাবি জানিয়ে আসছেন। এ বিষয়ে জানতে চাইলে সংশ্লিষ্ট কর্মকর্তা বলেন, আমরা বিষয়টি গুরুত্বের সঙ্গে দেখছি এবং শিগগিরই কার্যকর পদক্ষেপ নেওয়া হবে।	[165, 486, 319, 546]
story-body: সংশ্লিষ্ট সূত্র জানায়, বিষয়টি নিয়ে স্থানীয় প্রশাসন ও সংশ্লিষ্ট দপ্তরের কর্মকর্তারা একাধিক বৈঠক করেছেন। তারা বলেন, পরিস্থিতি স্বাভাবিক রাখতে প্রয়োজনীয় সব ধরনের ব্যবস্থা নেওয়া হচ্ছে। এলাকাবাসী জানান, দীর্ঘদিন ধরে তারা এই সমস্যায় ভুগছেন এবং দ্রুত সমাধানের দাবি জানিয়ে আসছেন। এ বিষয়ে জানতে চাইলে সংশ্লিষ্ট কর্মকর্তা বলেন, আমরা বিষয়টি গুরুত্বের সঙ্গে দেখছি এবং শিগগিরই কার্যকর পদক্ষেপ নেওয়া হবে।	[479, 1858, 633, 1917]
story-body: সংশ্লিষ্ট সূত্র জানায়, বিষয়টি নিয়ে স্থানীয় প্রশাসন ও সংশ্লিষ্ট দপ্তরের কর্মকর্তারা একাধিক বৈঠক করেছেন। তারা বলেন, পরিস্থিতি স্বাভাবিক রাখতে প্রয়োজনীয় সব ধরনের ব্যবস্থা নেওয়া হচ্ছে। এলাকাবাসী জানান, দীর্ঘদিন ধরে তারা এই সমস্যায় ভুগছেন এবং দ্রুত সমাধানের দাবি জানিয়ে আসছেন। এ বিষয়ে জানতে চাইলে সংশ্লিষ্ট কর্মকর্তা বলেন, আমরা বিষয়টি গুরুত্বের সঙ্গে দেখছি এবং শিগগিরই কার্যকর পদক্ষেপ নেওয়া হবে।	[165, 270, 319, 330]
news-story	[322, 1082, 476, 1294]
continued-note: শেষ পৃষ্ঠার পর	[479, 1054, 513, 1062]
story-body: সংশ্লিষ্ট সূত্র জানায়, বিষয়টি নিয়ে স্থানীয় প্রশাসন ও সংশ্লিষ্ট দপ্তরের কর্মকর্তারা একাধিক বৈঠক করেছেন। তারা বলেন, পরিস্থিতি স্বাভাবিক রাখতে প্রয়োজনীয় সব ধরনের ব্যবস্থা নেওয়া হচ্ছে। এলাকাবাসী জানান, দীর্ঘদিন ধরে তারা এই সমস্যায় ভুগছেন এবং দ্রুত সমাধানের দাবি জানিয়ে আসছেন। এ বিষয়ে জানতে চাইলে সংশ্লিষ্ট কর্মকর্তা বলেন, আমরা বিষয়টি গুরুত্বের সঙ্গে দেখছি এবং শিগগিরই কার্যকর পদক্ষেপ নেওয়া হবে।	[165, 366, 319, 426]
news-story	[165, 611, 319, 1184]
